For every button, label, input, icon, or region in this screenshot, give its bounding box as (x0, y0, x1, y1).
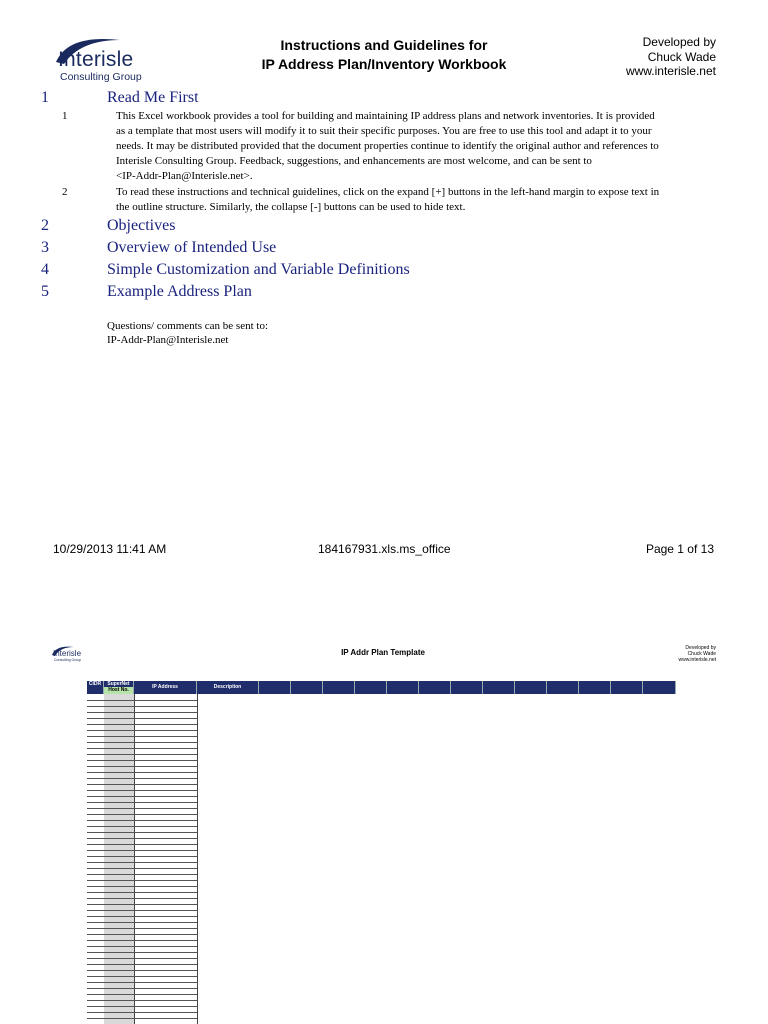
row-line (87, 826, 197, 827)
row-line (87, 1006, 197, 1007)
row-line (87, 988, 197, 989)
row-line (87, 862, 197, 863)
developer-info (556, 35, 716, 79)
row-line (87, 868, 197, 869)
subitem-text (116, 185, 706, 215)
template-title: IP Addr Plan Template (341, 648, 425, 657)
text-line: needs. It may be distributed provided that the document properties continue to identify the original author and references to (116, 140, 659, 152)
header-supernet-label: SuperNet (104, 681, 133, 687)
row-line (87, 1000, 197, 1001)
row-line (87, 910, 197, 911)
row-line (87, 790, 197, 791)
header-empty-column (547, 681, 579, 694)
row-line (87, 706, 197, 707)
header-ip-address: IP Address (134, 681, 197, 694)
logo-subtitle: Consulting Group (60, 71, 142, 83)
section-title-objectives[interactable]: Objectives (107, 217, 176, 234)
section-number: 2 (41, 217, 49, 234)
header-empty-column (355, 681, 387, 694)
header-empty-column (419, 681, 451, 694)
row-line (87, 778, 197, 779)
page-title (184, 36, 584, 74)
row-line (87, 928, 197, 929)
footer-datetime: 10/29/2013 11:41 AM (53, 542, 167, 556)
header-empty-column (483, 681, 515, 694)
header-empty-column (515, 681, 547, 694)
section-title-overview[interactable]: Overview of Intended Use (107, 239, 277, 256)
row-line (87, 994, 197, 995)
row-line (87, 892, 197, 893)
row-line (87, 718, 197, 719)
row-line (87, 898, 197, 899)
row-line (87, 964, 197, 965)
header-empty-column (579, 681, 611, 694)
row-line (87, 730, 197, 731)
row-line (87, 886, 197, 887)
row-line (87, 712, 197, 713)
header-host-label: Host No. (104, 687, 133, 694)
row-line (87, 736, 197, 737)
developer-name: Chuck Wade (647, 49, 716, 64)
developer-url: www.interisle.net (625, 64, 716, 78)
row-line (87, 808, 197, 809)
row-line (87, 844, 197, 845)
row-line (87, 748, 197, 749)
row-line (87, 958, 197, 959)
row-line (87, 814, 197, 815)
row-line (87, 760, 197, 761)
header-cidr: CIDR (87, 681, 104, 694)
row-line (87, 838, 197, 839)
row-line (87, 766, 197, 767)
row-line (87, 802, 197, 803)
column-ip-address (134, 694, 198, 1024)
developer-info-small (636, 645, 716, 663)
developer-url: www.interisle.net (678, 657, 716, 663)
header-empty-column (323, 681, 355, 694)
section-number: 3 (41, 239, 49, 256)
logo-wordmark: Interisle (53, 649, 82, 658)
row-line (87, 724, 197, 725)
footer-page-number: Page 1 of 13 (645, 542, 714, 556)
row-line (87, 856, 197, 857)
section-title-customization[interactable]: Simple Customization and Variable Definitions (107, 261, 410, 278)
developer-line1: Developed by (642, 35, 716, 49)
text-line: as a template that most users will modify it to suit their specific purposes. You are free to use this tool and adapt it to your (116, 125, 652, 137)
row-line (87, 820, 197, 821)
header-empty-column (291, 681, 323, 694)
subitem-number: 2 (62, 186, 68, 198)
row-line (87, 796, 197, 797)
header-description: Description (197, 681, 259, 694)
text-line: To read these instructions and technical guidelines, click on the expand [+] buttons in the left-hand margin to expose text in (116, 186, 660, 198)
page-title-line1: Instructions and Guidelines for (280, 37, 488, 53)
row-line (87, 874, 197, 875)
contact-info (107, 319, 268, 347)
interisle-logo (50, 34, 160, 82)
header-empty-column (259, 681, 291, 694)
header-supernet (104, 681, 134, 694)
logo-wordmark: Interisle (58, 48, 134, 71)
subitem-text (116, 109, 706, 184)
row-line (87, 976, 197, 977)
section-number: 4 (41, 261, 49, 278)
page-title-line2: IP Address Plan/Inventory Workbook (261, 56, 507, 72)
header-empty-column (611, 681, 643, 694)
text-line: <IP-Addr-Plan@Interisle.net>. (116, 170, 253, 182)
column-cidr (87, 694, 105, 1024)
logo-subtitle: Consulting Group (54, 658, 82, 662)
spreadsheet-grid[interactable] (87, 681, 676, 1024)
text-line: This Excel workbook provides a tool for building and maintaining IP address plans and network inventories. It is provided (116, 110, 655, 122)
developer-line1: Developed by (685, 645, 716, 651)
row-line (87, 772, 197, 773)
row-line (87, 754, 197, 755)
subitem-number: 1 (62, 110, 68, 122)
row-line (87, 952, 197, 953)
developer-name: Chuck Wade (687, 651, 716, 657)
section-title-read-me-first[interactable]: Read Me First (107, 89, 199, 106)
header-empty-column (451, 681, 483, 694)
row-line (87, 832, 197, 833)
row-line (87, 904, 197, 905)
section-number: 5 (41, 283, 49, 300)
contact-email[interactable]: IP-Addr-Plan@Interisle.net (107, 334, 229, 346)
header-empty-column (387, 681, 419, 694)
section-title-example[interactable]: Example Address Plan (107, 283, 252, 300)
row-line (87, 1012, 197, 1013)
row-line (87, 946, 197, 947)
row-line (87, 1018, 197, 1019)
row-line (87, 982, 197, 983)
section-number: 1 (41, 89, 49, 106)
row-line (87, 916, 197, 917)
row-line (87, 784, 197, 785)
row-line (87, 850, 197, 851)
text-line: the outline structure. Similarly, the collapse [-] buttons can be used to hide text. (116, 201, 466, 213)
row-line (87, 742, 197, 743)
text-line: Interisle Consulting Group. Feedback, suggestions, and enhancements are most welcome, and can be sent to (116, 155, 592, 167)
interisle-logo-small (50, 645, 90, 663)
row-line (87, 970, 197, 971)
contact-label: Questions/ comments can be sent to: (107, 320, 268, 332)
header-empty-column (643, 681, 676, 694)
column-supernet (104, 694, 135, 1024)
row-line (87, 934, 197, 935)
row-line (87, 922, 197, 923)
row-line (87, 880, 197, 881)
row-line (87, 700, 197, 701)
row-line (87, 940, 197, 941)
footer-filename: 184167931.xls.ms_office (318, 542, 451, 556)
